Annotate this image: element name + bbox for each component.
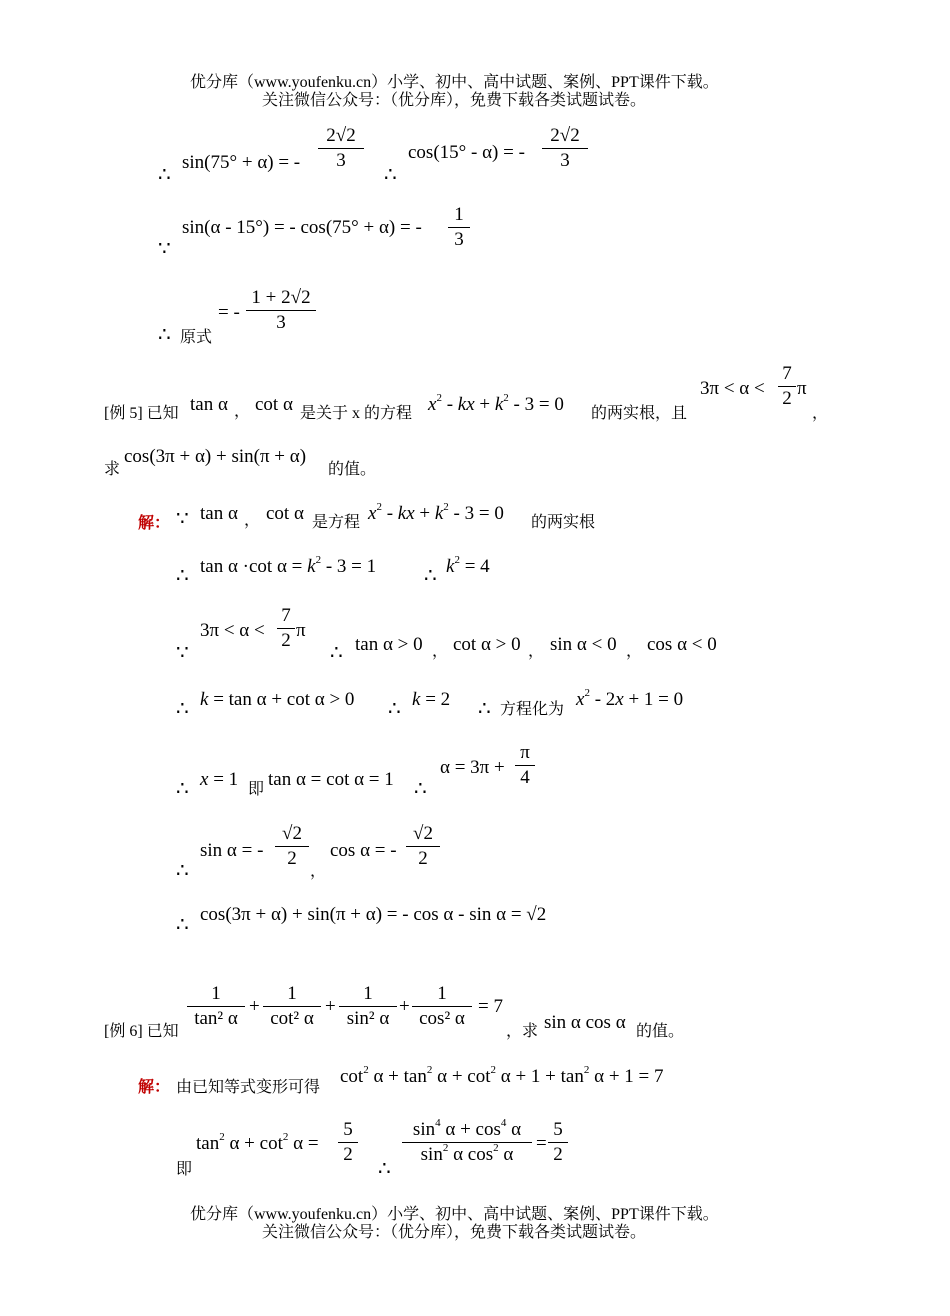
ex6-plus: + — [249, 996, 260, 1017]
therefore-symbol: ∴ — [158, 324, 171, 346]
sol5-sin-negative: sin α < 0 — [550, 634, 617, 655]
ex6-equals-seven: = 7 — [478, 996, 503, 1017]
ex5-range-left: 3π < α < — [700, 378, 765, 399]
therefore-symbol: ∴ — [176, 565, 189, 587]
ex5-ask-end: 的值。 — [328, 461, 377, 478]
sol5-cos-negative: cos α < 0 — [647, 634, 717, 655]
therefore-symbol: ∴ — [176, 914, 189, 936]
sol5-comma: ， — [528, 643, 545, 660]
prev-eq-sin-alpha15: sin(α - 15°) = - cos(75° + α) = - — [182, 217, 422, 238]
therefore-symbol: ∴ — [330, 642, 343, 664]
ex5-end-comma: ， — [812, 405, 829, 422]
sol6-text: 由已知等式变形可得 — [176, 1079, 321, 1096]
ex6-frac-tan: 1 tan² α — [187, 982, 245, 1031]
sol5-text: 是方程 — [312, 514, 361, 531]
sol5-range-frac: 7 2 — [277, 604, 295, 653]
therefore-symbol: ∴ — [388, 698, 401, 720]
ex6-frac-cot: 1 cot² α — [263, 982, 321, 1031]
sol5-comma: ， — [626, 643, 643, 660]
ex6-ask-end: 的值。 — [636, 1023, 685, 1040]
sol5-cos-value: cos α = - — [330, 840, 397, 861]
sol5-comma: ， — [310, 863, 327, 880]
example-5-label: [例 5] 已知 — [104, 405, 179, 422]
sol5-x-value: x = 1 — [200, 769, 239, 790]
sol5-cot-positive: cot α > 0 — [453, 634, 521, 655]
therefore-symbol: ∴ — [158, 164, 171, 186]
ex5-text1: 是关于 x 的方程 — [300, 405, 413, 422]
example-6-label: [例 6] 已知 — [104, 1023, 179, 1040]
because-symbol: ∵ — [176, 508, 189, 530]
ex6-plus: + — [399, 996, 410, 1017]
ex5-cot: cot α — [255, 394, 293, 415]
ex6-frac-sin: 1 sin² α — [339, 982, 397, 1031]
sol5-sin-frac: √2 2 — [275, 822, 309, 871]
sol5-comma: ， — [432, 643, 449, 660]
solution-6-label: 解： — [138, 1079, 171, 1096]
prev-eq-sin75: sin(75° + α) = - — [182, 152, 301, 173]
sol5-k-sum: k = tan α + cot α > 0 — [200, 689, 355, 710]
sol5-range-left: 3π < α < — [200, 620, 265, 641]
header-line-2: 关注微信公众号：（优分库），免费下载各类试题试卷。 — [262, 92, 647, 109]
sol5-comma: ， — [244, 512, 261, 529]
ex5-equation: $x^2$ - kx + $k^2 - 3 = 0$ — [428, 392, 564, 415]
sol5-text-end: 的两实根 — [531, 514, 596, 531]
sol5-product: tan α ·cot $\alpha = k^2 - 3 = 1$ — [200, 554, 377, 577]
ex6-expression: sin α cos α — [544, 1012, 626, 1033]
ex6-ask: ，求 — [506, 1023, 539, 1040]
sol6-equation-2: $\tan^2 \alpha + \cot^2 \alpha$ = — [196, 1131, 319, 1154]
sol5-alpha-value: α = 3π + — [440, 757, 505, 778]
therefore-symbol: ∴ — [378, 1158, 391, 1180]
ex6-frac-cos: 1 cos² α — [412, 982, 472, 1031]
sol5-alpha-frac: π 4 — [515, 741, 535, 790]
because-symbol: ∵ — [158, 238, 171, 260]
therefore-symbol: ∴ — [176, 860, 189, 882]
therefore-symbol: ∴ — [384, 164, 397, 186]
sol5-k-squared: $k^2 = 4$ — [446, 554, 490, 577]
sol5-equation: $x^2$ - kx + $k^2 - 3 = 0$ — [368, 501, 504, 524]
prev-frac-3: 1 3 — [448, 203, 470, 252]
therefore-symbol: ∴ — [414, 778, 427, 800]
ex6-plus: + — [325, 996, 336, 1017]
sol6-frac-result: 5 2 — [548, 1118, 568, 1167]
sol6-equals: = — [536, 1133, 547, 1154]
because-symbol: ∵ — [176, 642, 189, 664]
sol5-ji: 即 — [248, 781, 265, 798]
prev-eq-minus: = - — [218, 302, 240, 323]
sol5-sin-value: sin α = - — [200, 840, 264, 861]
therefore-symbol: ∴ — [176, 778, 189, 800]
ex5-comma: ， — [234, 403, 251, 420]
sol5-final-answer: cos(3π + α) + sin(π + α) = - cos α - sin α = √2 — [200, 904, 547, 925]
sol5-cos-frac: √2 2 — [406, 822, 440, 871]
therefore-symbol: ∴ — [478, 698, 491, 720]
sol5-reduced-equation: $x^2 - 2x + 1 = 0$ — [576, 687, 684, 710]
prev-frac-1: 2√2 3 — [318, 124, 364, 173]
sol6-equation: $\cot^2 \alpha + \tan^2 \alpha + \cot^2 \alpha + 1 + \tan^2 \alpha + 1 = 7$ — [340, 1064, 664, 1087]
sol5-tan-positive: tan α > 0 — [355, 634, 423, 655]
footer-line-1: 优分库（www.youfenku.cn）小学、初中、高中试题、案例、PPT课件下载。 — [190, 1206, 719, 1223]
ex5-text2: 的两实根，且 — [591, 405, 688, 422]
sol5-equation-becomes: 方程化为 — [500, 701, 565, 718]
prev-original-label: 原式 — [180, 329, 213, 346]
sol6-big-frac: $\sin^4 \alpha + \cos^4 \alpha$ $\sin^2 \alpha$ $\cos^2 \alpha$ — [402, 1118, 532, 1167]
therefore-symbol: ∴ — [424, 565, 437, 587]
sol5-tan: tan α — [200, 503, 238, 524]
sol6-ji: 即 — [176, 1161, 193, 1178]
prev-frac-2: 2√2 3 — [542, 124, 588, 173]
sol5-k-value: k = 2 — [412, 689, 451, 710]
ex5-expression: cos(3π + α) + sin(π + α) — [124, 446, 307, 467]
sol5-range-pi: π — [296, 620, 306, 641]
footer-line-2: 关注微信公众号：（优分库），免费下载各类试题试卷。 — [262, 1224, 647, 1241]
header-line-1: 优分库（www.youfenku.cn）小学、初中、高中试题、案例、PPT课件下载。 — [190, 74, 719, 91]
solution-5-label: 解： — [138, 515, 171, 532]
prev-frac-4: 1 + 2√2 3 — [246, 286, 316, 335]
ex5-range-frac: 7 2 — [778, 362, 796, 411]
prev-eq-cos15: cos(15° - α) = - — [408, 142, 525, 163]
sol5-cot: cot α — [266, 503, 304, 524]
sol6-frac-five-halves: 5 2 — [338, 1118, 358, 1167]
ex5-range-pi: π — [797, 378, 807, 399]
ex5-ask: 求 — [104, 461, 121, 478]
sol5-tan-cot-equal: tan α = cot α = 1 — [268, 769, 394, 790]
therefore-symbol: ∴ — [176, 698, 189, 720]
ex5-tan: tan α — [190, 394, 228, 415]
